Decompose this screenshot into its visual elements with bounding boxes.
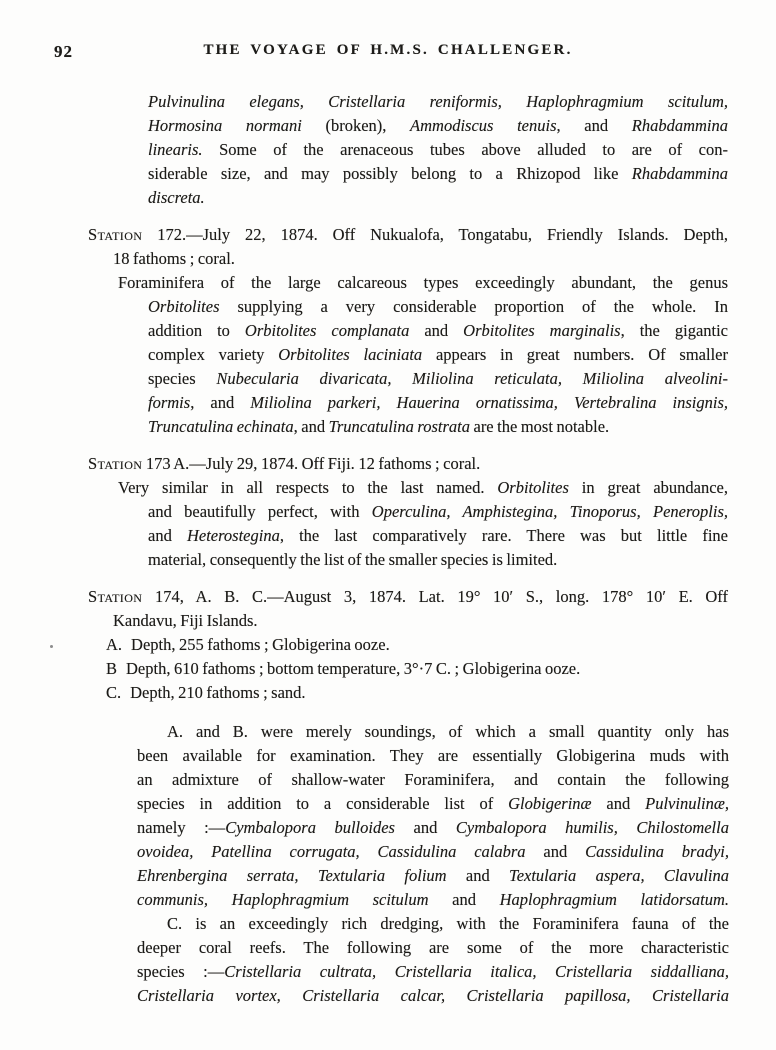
page-body [0,90,776,1008]
text-run: and [446,866,510,885]
italic-run: Haplophragmium latidorsatum. [499,890,729,909]
text-run: and beautifully perfect, with [148,502,372,521]
station-172-body [118,271,729,439]
page-header [0,0,776,64]
station-173a-heading-line-1 [88,452,728,476]
station-174-heading [88,585,728,633]
italic-run: Orbitolites laciniata [278,345,423,364]
small-caps-run: Station [88,587,143,606]
continuation-paragraph-line-2 [148,114,728,138]
station-172-body-line-7 [148,415,728,439]
text-run: Very similar in all respects to the last named. [118,478,498,497]
italic-run: Ammodiscus tenuis [410,116,557,135]
station-174-heading-line-2 [113,609,728,633]
soundings-paragraph-line-3 [137,768,729,792]
running-title: THE VOYAGE OF H.M.S. CHALLENGER. [203,42,573,58]
text-run: species in addition to a considerable list of [137,794,509,813]
text-run: , and [190,393,251,412]
text-run: Kandavu, Fiji Islands. [113,611,258,630]
station-173a-body-line-1 [118,476,729,500]
station-173a-heading [88,452,728,476]
station-173a-body-line-4 [148,548,728,572]
italic-run: Nubecularia divaricata, Miliolina reticulata, Miliolina alveolini- [216,369,728,388]
italic-run: Operculina, Amphistegina, Tinoporus, Peneroplis, [371,502,728,521]
station-172-heading-line-2 [113,247,728,271]
continuation-paragraph-line-3 [148,138,728,162]
text-run: siderable size, and may possibly belong to a Rhizopod like [148,164,632,183]
continuation-paragraph-line-5 [148,186,728,210]
italic-run: Orbitolites complanata [244,321,410,340]
station-173a-body-line-2 [148,500,728,524]
text-run: been available for examination. They are essentially Globigerina muds with [137,746,729,765]
text-run: and [591,794,646,813]
text-run: 174, A. B. C.—August 3, 1874. Lat. 19° 10′ S., long. 178° 10′ E. Off [142,587,728,606]
soundings-paragraph-line-4 [137,792,729,816]
italic-run: Truncatulina echinata [148,417,294,436]
dredging-paragraph [137,912,729,1008]
italic-run: Cassidulina bradyi, [585,842,729,861]
continuation-paragraph [148,90,728,210]
text-run: 172.—July 22, 1874. Off Nukualofa, Tongatabu, Friendly Islands. Depth, [142,225,728,244]
dredging-paragraph-line-1 [137,912,729,936]
station-174-depth-list-line-3 [106,681,722,705]
italic-run: Orbitolites [148,297,220,316]
page-number: 92 [54,42,73,61]
text-run: complex variety [148,345,279,364]
text-run: Foraminifera of the large calcareous types exceedingly abundant, the genus [118,273,728,292]
italic-run: communis, Haplophragmium scitulum [137,890,429,909]
text-run: A. [106,635,123,654]
station-172-body-line-2 [148,295,728,319]
text-run: , and [556,116,632,135]
station-172-heading [88,223,728,271]
station-172-body-line-5 [148,367,728,391]
small-caps-run: Station [88,225,143,244]
text-run: and [428,890,500,909]
text-run: and [148,526,187,545]
text-run: and [394,818,456,837]
italic-run: Pulvinulinæ, [645,794,730,813]
text-run: species :— [137,962,225,981]
station-174-depth-list-line-2 [106,657,722,681]
text-run: appears in great numbers. Of smaller [422,345,728,364]
italic-run: formis [148,393,191,412]
station-172-body-line-6 [148,391,728,415]
italic-run: linearis. [148,140,203,159]
italic-run: Cymbalopora bulloides [225,818,395,837]
dredging-paragraph-line-2 [137,936,729,960]
italic-run: Cristellaria cultrata, Cristellaria italica, Cristellaria siddalliana, [224,962,729,981]
text-run: (broken), [301,116,411,135]
italic-run: Textularia aspera, Clavulina [509,866,730,885]
italic-run: Cristellaria vortex, Cristellaria calcar, Cristellaria papillosa, Cristellaria [137,986,729,1005]
text-run: Depth, 610 fathoms ; bottom temperature, 3°·7 C. ; Globigerina ooze. [126,659,581,678]
station-173a-body-line-3 [148,524,728,548]
text-run: , the gigantic [620,321,729,340]
italic-run: Pulvinulina elegans, Cristellaria reniformis, Haplophragmium scitulum, [148,92,728,111]
italic-run: Heterostegina [186,526,280,545]
station-172-heading-line-1 [88,223,728,247]
italic-run: Truncatulina rostrata [328,417,470,436]
text-run: C. [106,683,122,702]
text-run: namely :— [137,818,226,837]
station-174-heading-line-1 [88,585,728,609]
text-run: supplying a very considerable proportion of the whole. In [219,297,728,316]
italic-run: Orbitolites marginalis [463,321,621,340]
italic-run: discreta. [148,188,205,207]
text-run: and [409,321,464,340]
station-172-body-line-4 [148,343,728,367]
italic-run: Rhabdammina [631,116,728,135]
station-172-body-line-1 [118,271,728,295]
text-run: C. is an exceedingly rich dredging, with the Foraminifera fauna of the [167,914,729,933]
text-run: Depth, 255 fathoms ; Globigerina ooze. [131,635,390,654]
text-run: Depth, 210 fathoms ; sand. [130,683,306,702]
italic-run: ovoidea, Patellina corrugata, Cassidulina calabra [137,842,526,861]
italic-run: Globigerinæ [508,794,592,813]
dredging-paragraph-line-4 [137,984,729,1008]
continuation-paragraph-line-4 [148,162,728,186]
station-173a-body [118,476,729,572]
text-run: 18 fathoms ; coral. [113,249,235,268]
soundings-paragraph-line-5 [137,816,729,840]
soundings-paragraph [137,720,729,912]
text-run: addition to [148,321,245,340]
text-run: 173 A.—July 29, 1874. Off Fiji. 12 fathoms ; coral. [142,454,481,473]
soundings-paragraph-line-1 [137,720,729,744]
soundings-paragraph-line-2 [137,744,729,768]
italic-run: Cymbalopora humilis, Chilostomella [455,818,729,837]
continuation-paragraph-line-1 [148,90,728,114]
soundings-paragraph-line-6 [137,840,729,864]
scan-speck [50,645,53,648]
text-run: B [106,659,118,678]
soundings-paragraph-line-8 [137,888,729,912]
text-run: an admixture of shallow-water Foraminifera, and contain the following [137,770,729,789]
italic-run: Orbitolites [497,478,569,497]
dredging-paragraph-line-3 [137,960,729,984]
station-174-depth-list-line-1 [106,633,722,657]
italic-run: Miliolina parkeri, Hauerina ornatissima, Vertebralina insignis, [250,393,728,412]
italic-run: Ehrenbergina serrata, Textularia folium [137,866,447,885]
italic-run: Hormosina normani [148,116,302,135]
station-172-body-line-3 [148,319,728,343]
text-run: are the most notable. [469,417,610,436]
italic-run: Rhabdammina [631,164,728,183]
text-run: A. and B. were merely soundings, of which a small quantity only has [167,722,729,741]
text-run: , and [293,417,329,436]
station-174-depth-list [106,633,722,705]
soundings-paragraph-line-7 [137,864,729,888]
text-run: material, consequently the list of the smaller species is limited. [148,550,558,569]
text-run: Some of the arenaceous tubes above alluded to are of con- [202,140,728,159]
text-run: species [148,369,217,388]
text-run: and [525,842,586,861]
text-run: deeper coral reefs. The following are some of the more characteristic [137,938,729,957]
small-caps-run: Station [88,454,143,473]
text-run: , the last comparatively rare. There was but little fine [279,526,729,545]
text-run: in great abundance, [568,478,729,497]
